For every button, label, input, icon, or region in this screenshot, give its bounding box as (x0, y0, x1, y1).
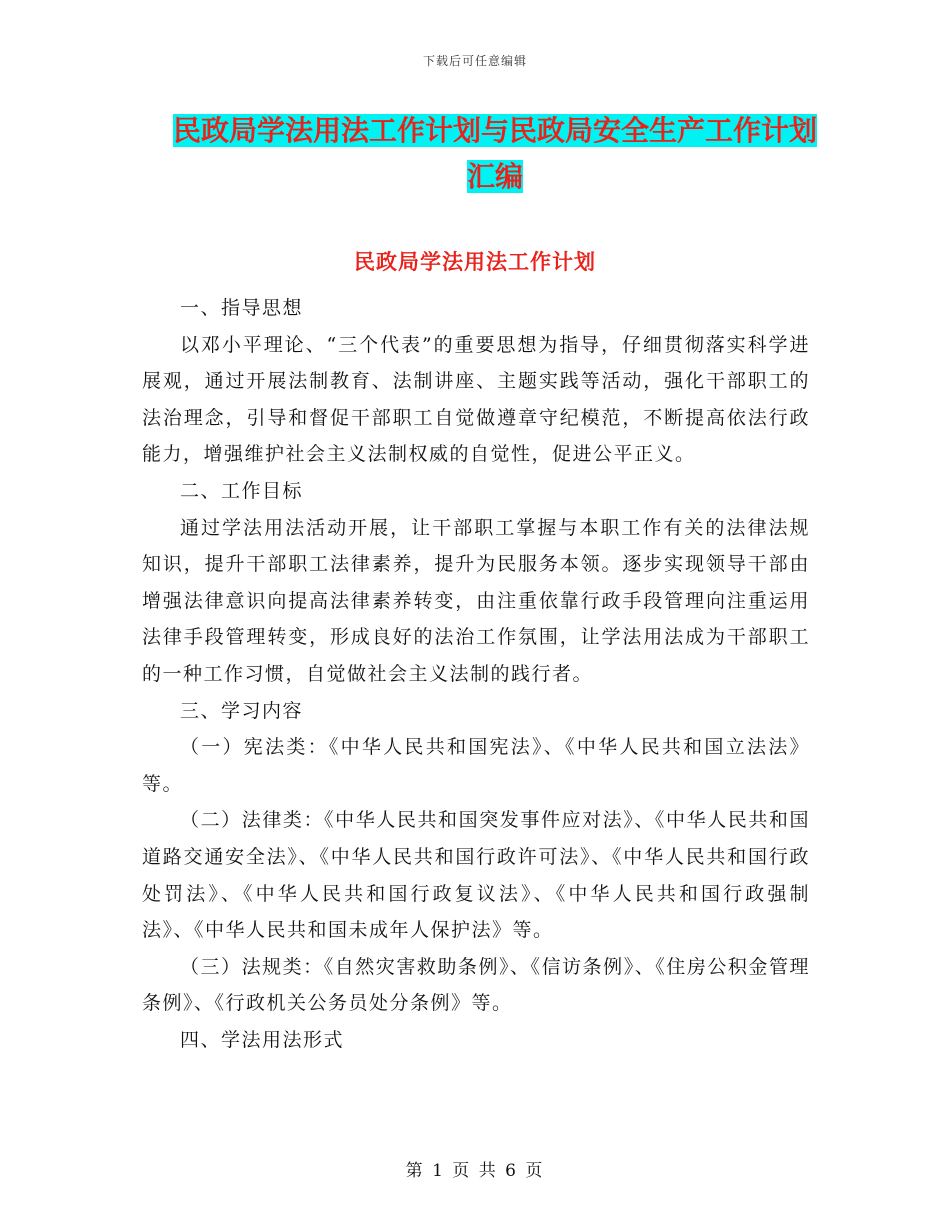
paragraph-regulations: （三）法规类：《自然灾害救助条例》、《信访条例》、《住房公积金管理条例》、《行政机关公务员处分条例》等。 (142, 955, 810, 1015)
paragraph-work-goals: 通过学法用法活动开展，让干部职工掌握与本职工作有关的法律法规知识，提升干部职工法律素养，提升为民服务本领。逐步实现领导干部由增强法律意识向提高法律素养转变，由注重依靠行政手段管理向注重运用法律手段管理转变，形成良好的法治工作氛围，让学法用法成为干部职工的一种工作习惯，自觉做社会主义法制的践行者。 (142, 516, 810, 685)
section-title: 民政局学法用法工作计划 (354, 250, 596, 274)
document-body (142, 290, 810, 1058)
paragraph-constitution-laws: （一）宪法类：《中华人民共和国宪法》、《中华人民共和国立法法》等。 (142, 736, 810, 795)
heading-guiding-ideology: 一、指导思想 (180, 297, 304, 319)
document-title-line-2: 汇编 (466, 160, 523, 193)
page-number: 第 1 页 共 6 页 (405, 1161, 545, 1181)
document-title (140, 108, 850, 200)
document-title-line-1: 民政局学法用法工作计划与民政局安全生产工作计划 (172, 114, 817, 147)
heading-study-content: 三、学习内容 (180, 699, 304, 722)
paragraph-guiding-ideology: 以邓小平理论、“三个代表”的重要思想为指导，仔细贯彻落实科学进展观，通过开展法制教育、法制讲座、主题实践等活动，强化干部职工的法治理念，引导和督促干部职工自觉做遵章守纪模范，不断提高依法行政能力，增强维护社会主义法制权威的自觉性，促进公平正义。 (142, 333, 810, 466)
page-header-note: 下载后可任意编辑 (422, 54, 527, 68)
heading-study-forms: 四、学法用法形式 (180, 1028, 345, 1051)
heading-work-goals: 二、工作目标 (180, 479, 304, 502)
paragraph-laws: （二）法律类：《中华人民共和国突发事件应对法》、《中华人民共和国道路交通安全法》、《中华人民共和国行政许可法》、《中华人民共和国行政处罚法》、《中华人民共和国行政复议法》、《中华人民共和国行政强制法》、《中华人民共和国未成年人保护法》等。 (142, 809, 810, 942)
